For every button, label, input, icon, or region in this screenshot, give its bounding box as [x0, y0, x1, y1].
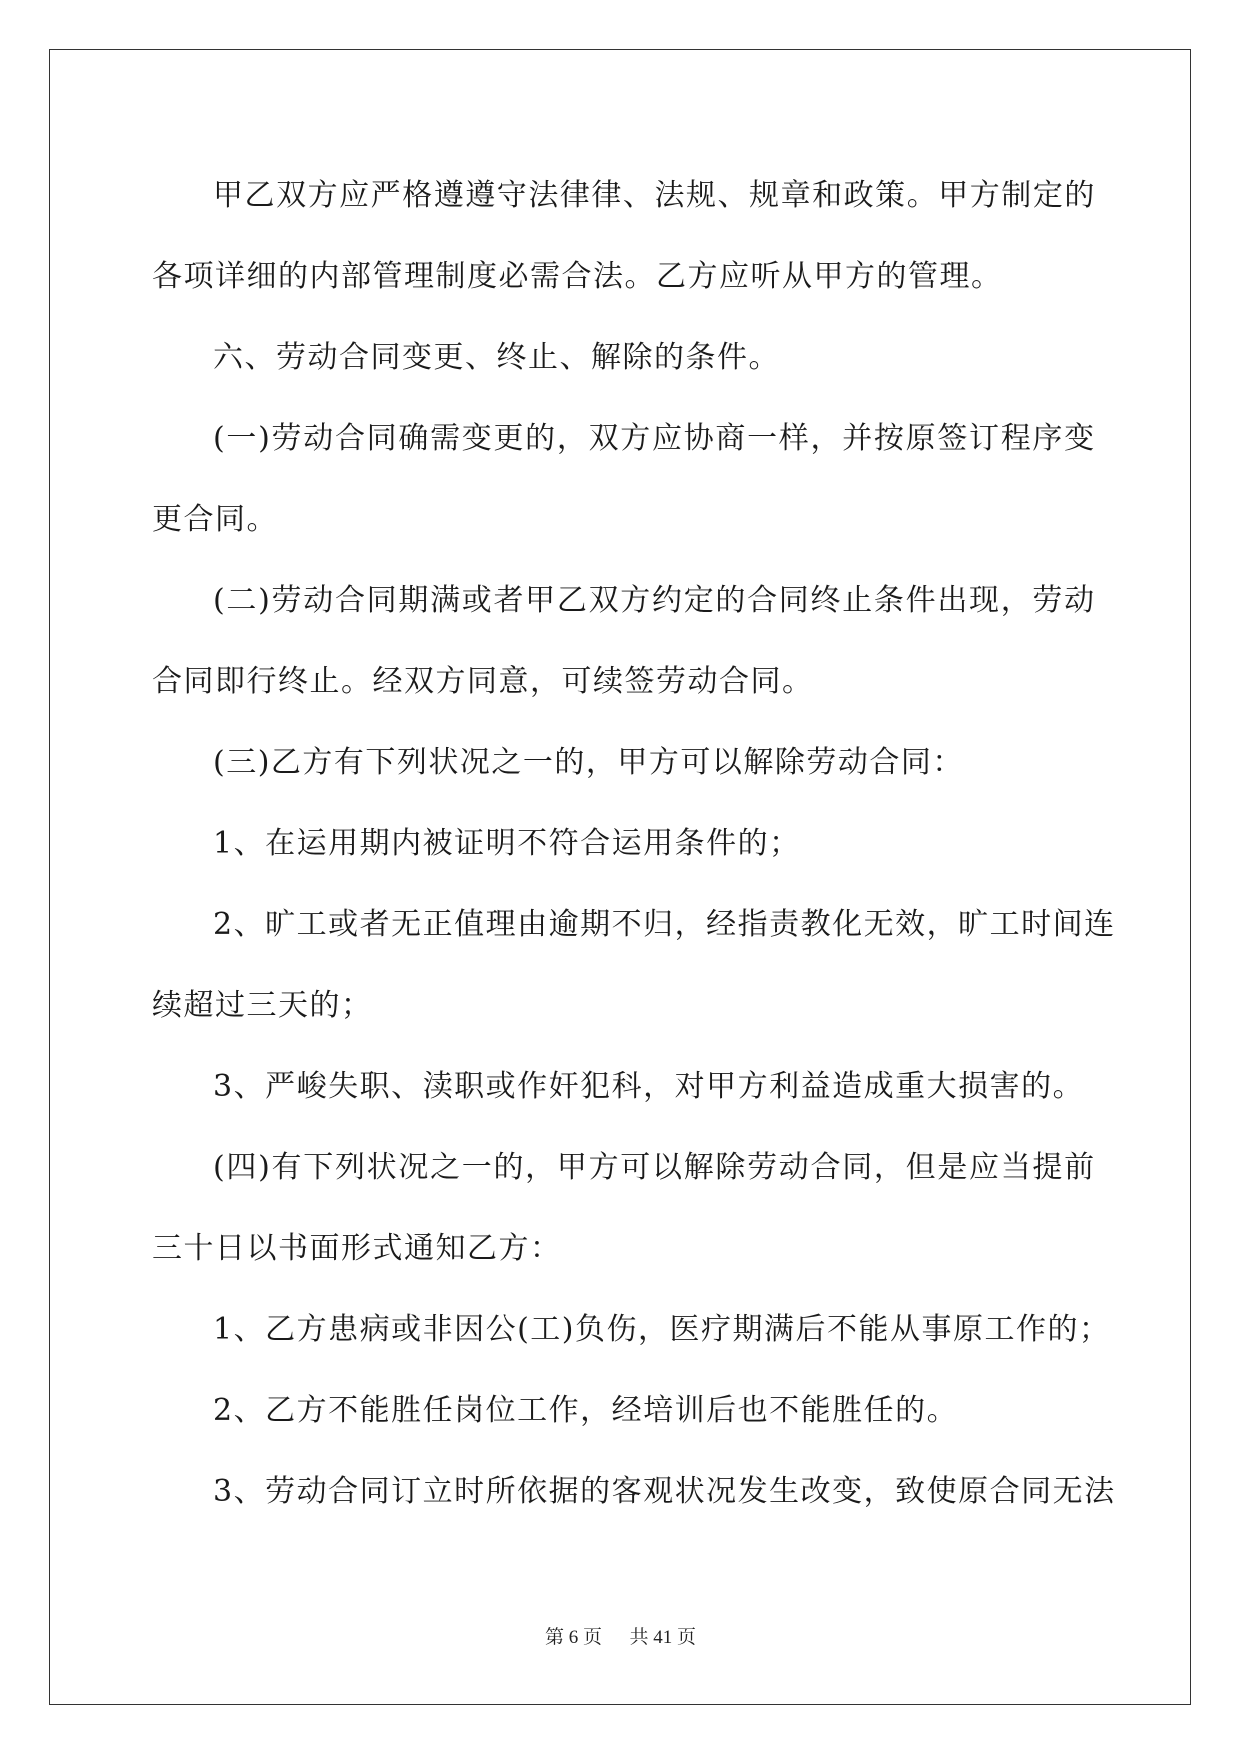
paragraph-line: ( 四 ) 有 下 列 状 况 之 一 的 ， 甲 方 可 以 解 除 劳 动 合 同 ， 但 是 应 当 提 前	[213, 1150, 1096, 1185]
paragraph-line: 3、严峻失职、渎职或作奸犯科，对甲方利益造成重大损害的。	[213, 1069, 1085, 1104]
paragraph-line: ( 二 ) 劳 动 合 同 期 满 或 者 甲 乙 双 方 约 定 的 合 同 终 止 条 件 出 现 ， 劳 动	[213, 583, 1096, 618]
paragraph-line: 2、乙方不能胜任岗位工作，经培训后也不能胜任的。	[213, 1393, 959, 1428]
paragraph-line: 更合同。	[152, 502, 278, 537]
paragraph-line: 合同即行终止。经双方同意，可续签劳动合同。	[152, 664, 814, 699]
paragraph-line: 2 、 旷 工 或 者 无 正 值 理 由 逾 期 不 归 ， 经 指 责 教 化 无 效 ， 旷 工 时 间 连	[213, 907, 1116, 942]
paragraph-line: ( 一 ) 劳 动 合 同 确 需 变 更 的 ， 双 方 应 协 商 一 样 ， 并 按 原 签 订 程 序 变	[213, 421, 1096, 456]
paragraph-line: 1、乙方患病或非因公(工)负伤，医疗期满后不能从事原工作的；	[213, 1312, 1111, 1347]
paragraph-line: 甲 乙 双 方 应 严 格 遵 遵 守 法 律 律 、 法 规 、 规 章 和 政 策 。 甲 方 制 定 的	[213, 178, 1096, 213]
paragraph-line: 续超过三天的；	[152, 988, 373, 1023]
document-body	[152, 155, 1116, 1532]
paragraph-line: (三)乙方有下列状况之一的，甲方可以解除劳动合同：	[213, 745, 964, 780]
paragraph-line: 1、在运用期内被证明不符合运用条件的；	[213, 826, 801, 861]
paragraph-line: 三十日以书面形式通知乙方：	[152, 1231, 562, 1266]
page-footer	[0, 1622, 1241, 1649]
paragraph-line: 3 、 劳 动 合 同 订 立 时 所 依 据 的 客 观 状 况 发 生 改 变 ， 致 使 原 合 同 无 法	[213, 1474, 1116, 1509]
paragraph-line: 六、劳动合同变更、终止、解除的条件。	[213, 340, 780, 375]
page-number: 第 6 页	[544, 1627, 602, 1648]
page-total: 共 41 页	[629, 1627, 697, 1648]
paragraph-line: 各项详细的内部管理制度必需合法。乙方应听从甲方的管理。	[152, 259, 1003, 294]
